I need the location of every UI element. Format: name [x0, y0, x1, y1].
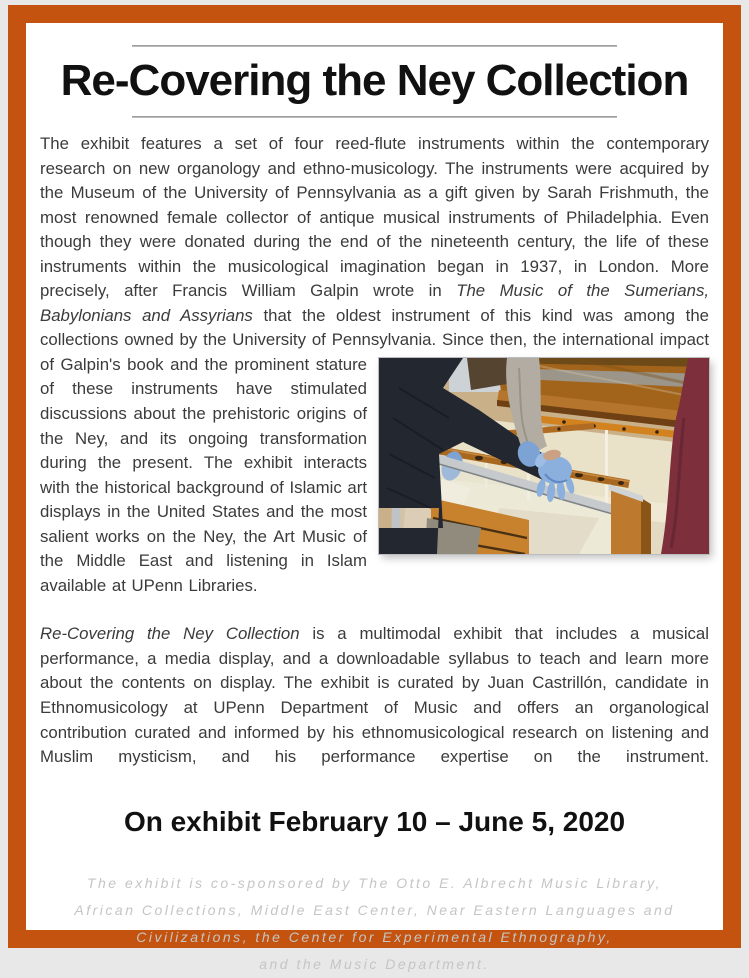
sponsors-line-4: and the Music Department. [259, 955, 490, 972]
exhibit-name: Re-Covering the Ney Collection [40, 624, 300, 644]
curator-text: is a multimodal exhibit that includes a musical performance, a media display, and a downloadable syllabus to teach and learn more about the contents on display. The exhibit is curated by Juan Castrillón, candidate in Ethnomusicology at UPenn Department of Music and offers an organological contribution curated and informed by his ethnomusicological research on listening and Muslim mysticism, and his performance expertise on the instrument. [40, 624, 709, 767]
title-rule-bottom [132, 116, 617, 118]
title-rule-top [132, 45, 617, 47]
poster-sheet [26, 23, 723, 972]
exhibit-photo [379, 358, 709, 554]
intro-paragraph [40, 132, 709, 598]
sponsors-line-3: Civilizations, the Center for Experimental Ethnography, [136, 928, 613, 945]
intro-text-2: that the oldest instrument of this kind was among the collections owned by the University of Pennsylvania. Since then, the international [40, 305, 709, 350]
intro-text-1: The exhibit features a set of four reed-flute instruments within the contemporary research on new organology and ethno-musicology. The instruments were acquired by the Museum of the University of Pennsylvania as a gift given by Sarah Frishmuth, the most renowned female collector of antique musical instruments of Philadelphia. Even though they were donated during the end of the nineteenth century, the life of these instruments within the musicological imagination began in 1937, in London. More precisely, after Francis William Galpin wrote in [40, 134, 709, 301]
orange-border-frame [8, 5, 741, 972]
sponsors-line-1: The exhibit is co-sponsored by The Otto E. Albrecht Music Library, [86, 874, 663, 891]
sponsors-footer [40, 870, 709, 978]
poster-title: Re-Covering the Ney Collection [60, 56, 689, 105]
exhibit-photo-illustration [379, 358, 709, 554]
intro-text-3: impact of Galpin's book and the prominent stature of these instruments have stimulated discussions about the prehistoric origins of the Ney, and its ongoing transformation during the present. The exhibit interacts with the historical background of Islamic art displays in the United States and the most salient works on the Ney, the Art Music of the Middle East and listening in Islam available at UPenn Libraries. [40, 330, 709, 595]
book-title: The Music of the Sumerians, Babylonians and Assyrians [40, 281, 709, 325]
curator-paragraph [40, 622, 709, 769]
sponsors-line-2: African Collections, Middle East Center, Near Eastern Languages and [74, 901, 675, 918]
exhibit-dates-heading: On exhibit February 10 – June 5, 2020 [123, 805, 626, 837]
